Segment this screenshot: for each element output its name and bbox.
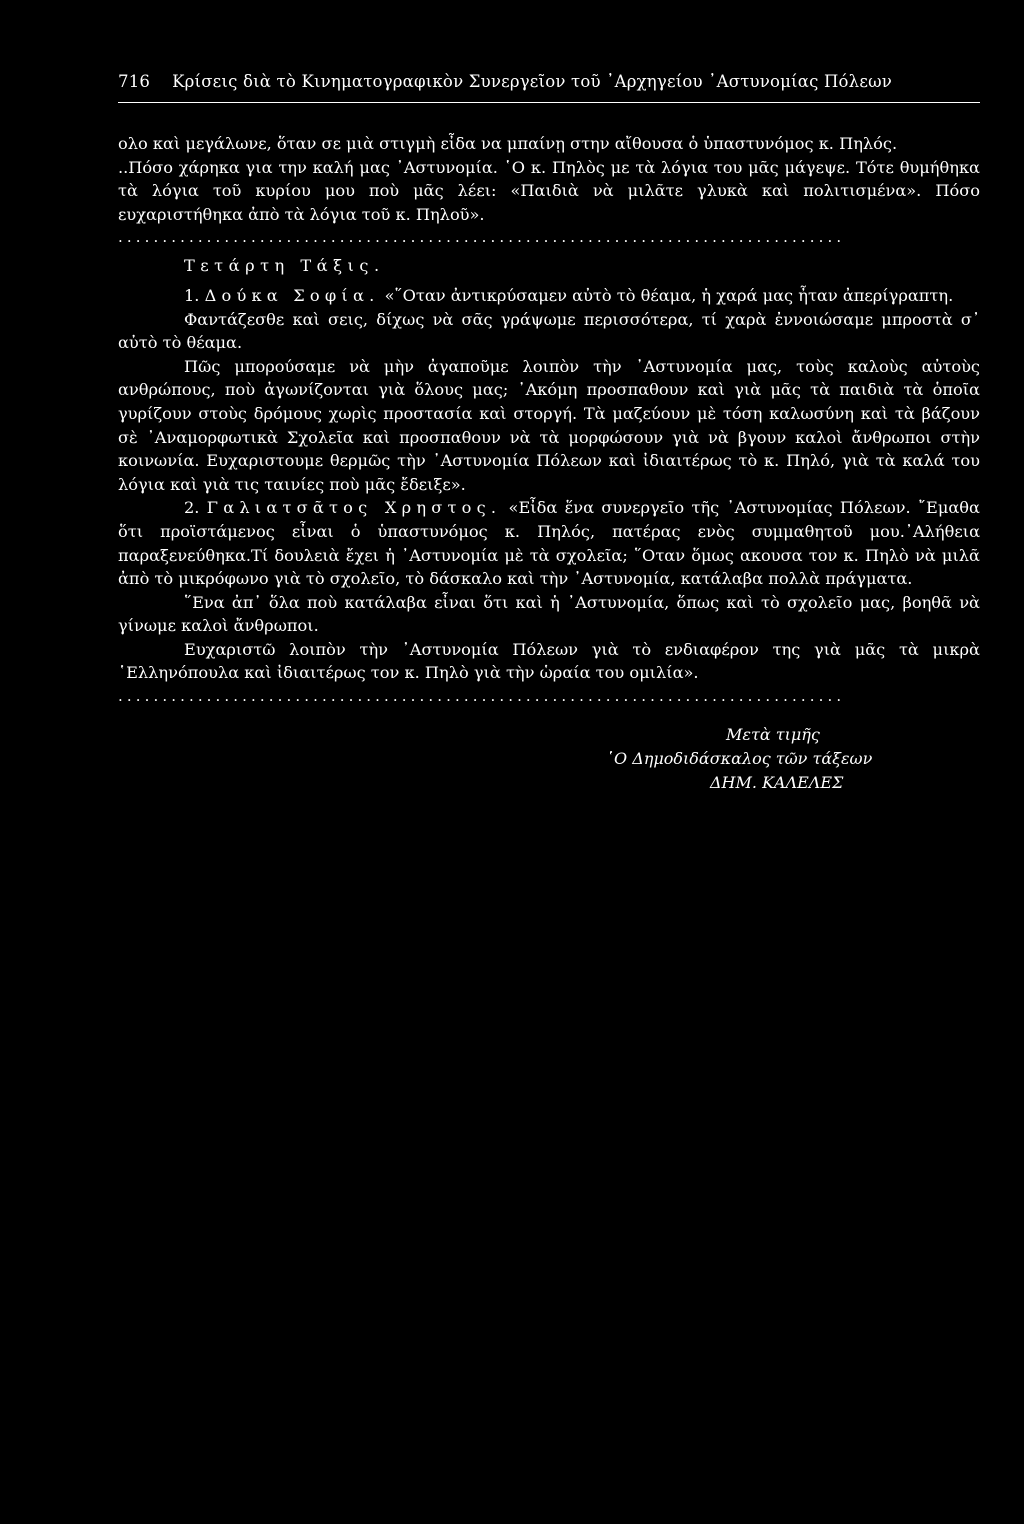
student-name: Γαλιατσᾶτος Χρηστος. xyxy=(206,498,502,518)
running-title: Κρίσεις διὰ τὸ Κινηματογραφικὸν Συνεργεῖον τοῦ ᾿Αρχηγείου ᾿Αστυνομίας Πόλεων xyxy=(172,72,892,91)
entry-text: «Εἶδα ἕνα συνεργεῖο τῆς ᾿Αστυνομίας Πόλεων. ῎Εμαθα ὅτι προϊστάμενος εἶναι ὁ ὑπαστυνόμος κ. Πηλός, πατέρας ενὸς συμμαθητοῦ μου.᾿Αλήθεια παραξενεύθηκα.Τί δουλειὰ ἔχει ἡ ᾿Αστυνομία μὲ τὰ σχολεῖα; ῞Οταν ὅμως ακουσα τον κ. Πηλὸ νὰ μιλᾶ ἀπὸ τὸ μικρόφωνο γιὰ τὸ σχολεῖο, τὸ δάσκαλο καὶ τὴν ᾿Αστυνομία, κατάλαβα πολλὰ πράγματα. xyxy=(118,498,980,589)
body-text xyxy=(118,132,980,707)
student-entry-1 xyxy=(118,284,980,308)
signer-title: ῾Ο Δημοδιδάσκαλος τῶν τάξεων xyxy=(606,749,873,769)
header-rule xyxy=(118,102,980,103)
signature-block xyxy=(606,723,980,795)
student-entry-2 xyxy=(118,496,980,590)
page-number: 716 xyxy=(118,72,151,91)
paragraph: Φαντάζεσθε καὶ σεις, δίχως νὰ σᾶς γράψωμε περισσότερα, τί χαρὰ ἐννοιώσαμε μπροστὰ σ᾿ αὐτὸ τὸ θέαμα. xyxy=(118,309,980,353)
paragraph: ῞Ενα ἀπ᾿ ὅλα ποὺ κατάλαβα εἶναι ὅτι καὶ ἡ ᾿Αστυνομία, ὅπως καὶ τὸ σχολεῖο μας, βοηθᾶ νὰ γίνωμε καλοὶ ἄνθρωποι. xyxy=(118,592,980,636)
dotted-separator: .................................................................................. xyxy=(118,687,846,706)
entry-text: «῞Οταν ἀντικρύσαμεν αὐτὸ τὸ θέαμα, ἡ χαρά μας ἦταν ἀπερίγραπτη. xyxy=(384,285,954,305)
paragraph: ..Πόσο χάρηκα για την καλή μας ᾿Αστυνομία. ῾Ο κ. Πηλὸς με τὰ λόγια του μᾶς μάγεψε. Τότε θυμήθηκα τὰ λόγια τοῦ κυρίου μου ποὺ μᾶς λέει: «Παιδιὰ νὰ μιλᾶτε γλυκὰ καὶ πολιτισμένα». Πόσο ευχαριστήθηκα ἀπὸ τὰ λόγια τοῦ κ. Πηλοῦ». xyxy=(118,157,980,224)
paragraph: ολο καὶ μεγάλωνε, ὅταν σε μιὰ στιγμὴ εἶδα να μπαίνῃ στην αἴθουσα ὁ ὑπαστυνόμος κ. Πηλός. xyxy=(118,134,898,153)
entry-number: 2. xyxy=(184,498,200,518)
page-header xyxy=(118,72,980,98)
section-title: Τετάρτη Τάξις. xyxy=(184,256,385,276)
student-name: Δούκα Σοφία. xyxy=(204,285,380,305)
paragraph: Ευχαριστῶ λοιπὸν τὴν ᾿Αστυνομία Πόλεων γιὰ τὸ ενδιαφέρον της γιὰ μᾶς τὰ μικρὰ ῾Ελληνόπουλα καὶ ἰδιαιτέρως τον κ. Πηλὸ γιὰ τὴν ὡραία του ομιλία». xyxy=(118,639,980,683)
closing-line: Μετὰ τιμῆς xyxy=(726,725,820,745)
signer-name: ΔΗΜ. ΚΑΛΕΛΕΣ xyxy=(710,773,844,793)
paragraph: Πῶς μπορούσαμε νὰ μὴν ἀγαποῦμε λοιπὸν τὴν ᾿Αστυνομία μας, τοὺς καλοὺς αὐτοὺς ανθρώπους, ποὺ ἀγωνίζονται γιὰ ὅλους μας; ᾿Ακόμη προσπαθουν καὶ γιὰ μᾶς τὰ παιδιὰ τὰ ὁποῖα γυρίζουν στοὺς δρόμους χωρὶς προστασία καὶ στοργή. Τὰ μαζεύουν μὲ τόση καλωσύνη καὶ τὰ βάζουν σὲ ᾿Αναμορφωτικὰ Σχολεῖα καὶ προσπαθουν νὰ τὰ μορφώσουν γιὰ νὰ βγουν καλοὶ ἄνθρωποι στὴν κοινωνία. Ευχαριστουμε θερμῶς τὴν ᾿Αστυνομία Πόλεων καὶ ἰδιαιτέρως τὸ κ. Πηλό, γιὰ τὰ καλά του λόγια καὶ γιὰ τις ταινίες ποὺ μᾶς ἔδειξε». xyxy=(118,356,980,494)
entry-number: 1. xyxy=(184,285,200,305)
document-page xyxy=(118,72,980,795)
dotted-separator: .................................................................................. xyxy=(118,228,846,247)
